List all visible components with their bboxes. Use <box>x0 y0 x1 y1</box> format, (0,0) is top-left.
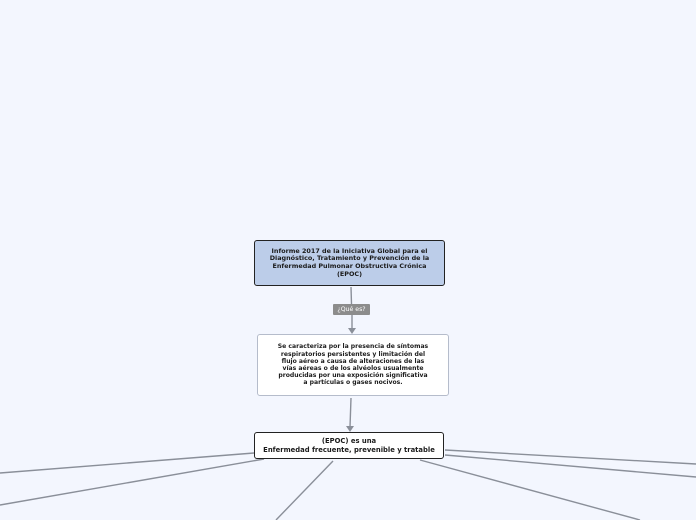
connector-epoc-branch-left-lower <box>0 459 264 505</box>
epoc-node[interactable] <box>254 432 444 459</box>
relationship-label-que-es[interactable]: ¿Qué es? <box>333 304 370 315</box>
connector-definition-to-epoc <box>350 398 351 427</box>
definition-node[interactable] <box>257 334 449 396</box>
definition-text: Se caracteriza por la presencia de síntomas respiratorios persistentes y limitación del flujo aéreo a causa de alteraciones de las vías aéreas o de los alvéolos usualmente producidas por una exposición significativa a partículas o gases nocivos. <box>277 343 429 387</box>
connector-root-to-label <box>351 287 352 304</box>
connector-epoc-branch-left-upper <box>0 453 254 473</box>
root-topic-node[interactable] <box>254 240 445 286</box>
connector-epoc-branch-right-middle <box>445 455 696 477</box>
connector-epoc-branch-bottom <box>276 461 333 520</box>
connector-epoc-branch-right-upper <box>445 450 696 464</box>
root-topic-text: Informe 2017 de la Iniciativa Global para el Diagnóstico, Tratamiento y Prevención de la Enfermedad Pulmonar Obstructiva Crónica (EPOC) <box>269 246 430 278</box>
epoc-text: (EPOC) es una Enfermedad frecuente, prevenible y tratable <box>263 437 435 454</box>
